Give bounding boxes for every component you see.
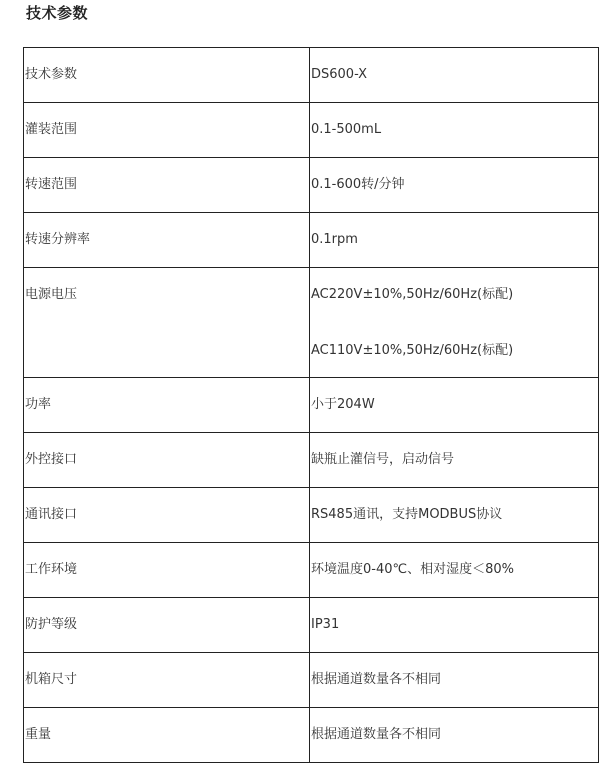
row-label: 转速分辨率 [24, 213, 310, 268]
row-value: DS600-X [310, 48, 599, 103]
table-row [24, 213, 599, 268]
row-label: 功率 [24, 378, 310, 433]
table-row [24, 708, 599, 763]
row-value: 0.1-500mL [310, 103, 599, 158]
row-value: AC220V±10%,50Hz/60Hz(标配) AC110V±10%,50Hz/60Hz(标配) [310, 268, 599, 378]
row-value: 0.1-600转/分钟 [310, 158, 599, 213]
row-label: 重量 [24, 708, 310, 763]
row-value: 0.1rpm [310, 213, 599, 268]
row-value: IP31 [310, 598, 599, 653]
table-row [24, 488, 599, 543]
row-value: 缺瓶止灌信号，启动信号 [310, 433, 599, 488]
row-label: 机箱尺寸 [24, 653, 310, 708]
row-value: 环境温度0-40℃、相对湿度＜80% [310, 543, 599, 598]
table-row [24, 103, 599, 158]
row-label: 技术参数 [24, 48, 310, 103]
table-row [24, 653, 599, 708]
row-value: 根据通道数量各不相同 [310, 653, 599, 708]
section-heading: 技术参数 [26, 4, 89, 22]
table-row [24, 48, 599, 103]
row-value: RS485通讯，支持MODBUS协议 [310, 488, 599, 543]
row-value-line2: AC110V±10%,50Hz/60Hz(标配) [311, 343, 514, 358]
table-row [24, 598, 599, 653]
table-row [24, 433, 599, 488]
row-value: 小于204W [310, 378, 599, 433]
table-row [24, 158, 599, 213]
row-value: 根据通道数量各不相同 [310, 708, 599, 763]
row-label: 外控接口 [24, 433, 310, 488]
table-row [24, 268, 599, 378]
row-label: 转速范围 [24, 158, 310, 213]
table-row [24, 543, 599, 598]
table-row [24, 378, 599, 433]
row-label: 工作环境 [24, 543, 310, 598]
spec-table [23, 47, 599, 763]
row-label: 防护等级 [24, 598, 310, 653]
row-label: 电源电压 [24, 268, 310, 378]
row-label: 灌装范围 [24, 103, 310, 158]
row-label: 通讯接口 [24, 488, 310, 543]
